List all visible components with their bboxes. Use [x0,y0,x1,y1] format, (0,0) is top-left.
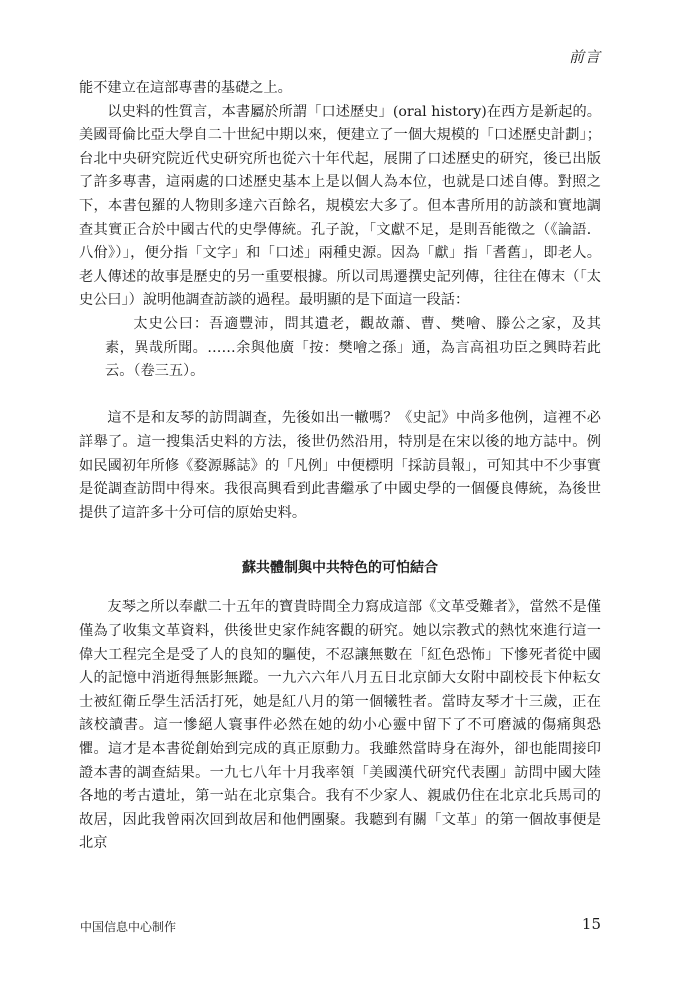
section-heading: 蘇共體制與中共特色的可怕結合 [242,559,438,576]
block-quote [79,313,601,384]
quote-text: 太史公曰：吾適豐沛，問其遺老，觀故蕭、曹、樊噲、滕公之家，及其素，異哉所聞。……余與他廣「按：樊噲之孫」通，為言高祖功臣之興時若此云。（卷三五）。 [105,315,601,380]
paragraph-continuation: 能不建立在這部專書的基礎之上。 [79,80,292,96]
running-header: 前言 [568,48,601,66]
page-number: 15 [581,915,601,933]
footer-publisher: 中国信息中心制作 [80,920,177,934]
paragraph-oral-history: 以史料的性質言，本書屬於所謂「口述歷史」(oral history)在西方是新起的。美國哥倫比亞大學自二十世紀中期以來，便建立了一個大規模的「口述歷史計劃」；台北中央研究院近代史研究所也從六十年代起，展開了口述歷史的研究，後已出版了許多專書，這兩處的口述歷史基本上是以個人為本位，也就是口述自傳。對照之下，本書包羅的人物則多達六百餘名，規模宏大多了。但本書所用的訪談和實地調查其實正合於中國古代的史學傳統。孔子說，「文獻不足，是則吾能徵之（《論語．八佾》）」，便分指「文字」和「口述」兩種史源。因為「獻」指「耆舊」，即老人。老人傳述的故事是歷史的另一重要根據。所以司馬遷撰史記列傳，往往在傳末（「太史公曰」）說明他調查訪談的過程。最明顯的是下面這一段話： [79,103,601,309]
paragraph-spacer [79,384,601,408]
body-text [79,77,601,856]
paragraph-tradition: 這不是和友琴的訪問調查，先後如出一轍嗎？《史記》中尚多他例，這裡不必詳舉了。這一搜集活史料的方法，後世仍然沿用，特別是在宋以後的地方誌中。例如民國初年所修《婺源縣誌》的「凡例」中便標明「採訪員報」，可知其中不少事實是從調查訪問中得來。我很高興看到此書繼承了中國史學的一個優良傳統，為後世提供了這許多十分可信的原始史料。 [79,410,601,521]
paragraph-motivation: 友琴之所以奉獻二十五年的寶貴時間全力寫成這部《文革受難者》，當然不是僅僅為了收集文革資料，供後世史家作純客觀的研究。她以宗教式的熱忱來進行這一偉大工程完全是受了人的良知的驅使，不忍讓無數在「紅色恐怖」下慘死者從中國人的記憶中消逝得無影無蹤。一九六六年八月五日北京師大女附中副校長卞仲耘女士被紅衛丘學生活活打死，她是紅八月的第一個犧牲者。當時友琴才十三歲，正在該校讀書。這一慘絕人寰事件必然在她的幼小心靈中留下了不可磨滅的傷痛與恐懼。這才是本書從創始到完成的真正原動力。我雖然當時身在海外，卻也能間接印證本書的調查結果。一九七八年十月我率領「美國漢代研究代表團」訪問中國大陸各地的考古遺址，第一站在北京集合。我有不少家人、親戚仍住在北京北兵馬司的故居，因此我曾兩次回到故居和他們團聚。我聽到有關「文革」的第一個故事便是北京 [79,599,601,852]
section-spacer [79,525,601,549]
